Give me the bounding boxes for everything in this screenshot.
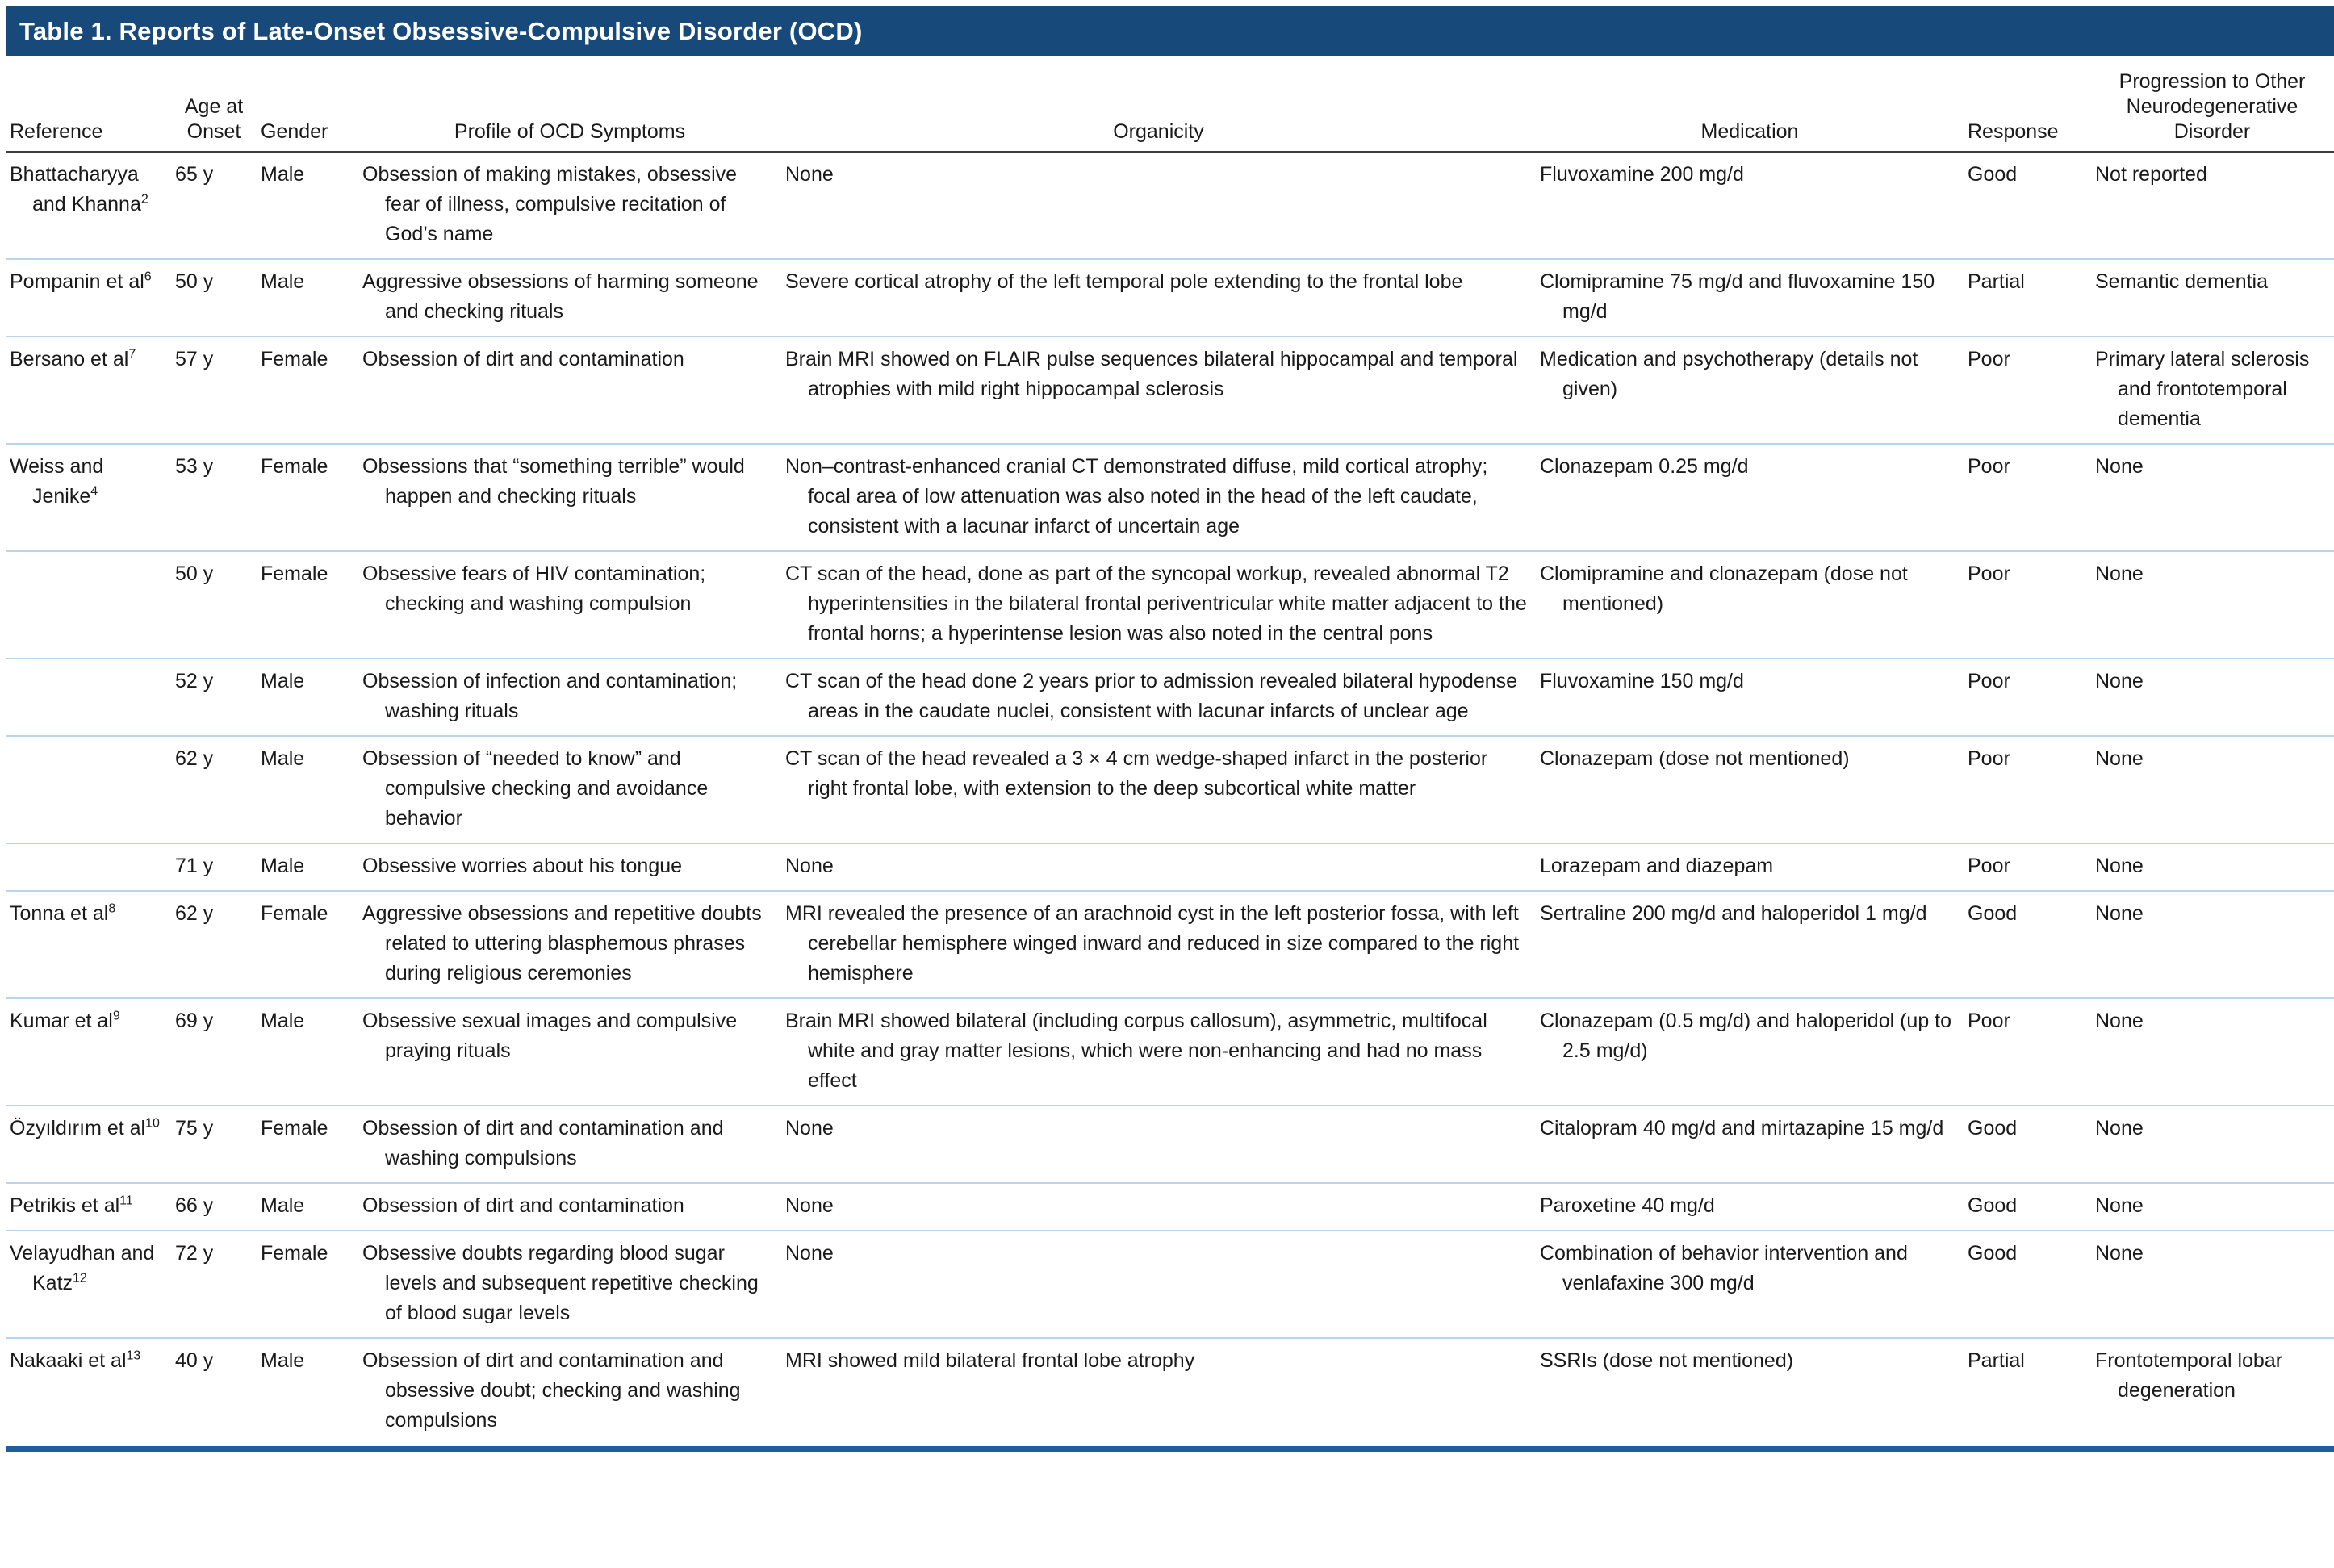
cell-medication [1537,1183,1964,1231]
cell-age [172,1183,257,1231]
cell-symptoms [359,1183,782,1231]
progression-text: None [2095,1117,2144,1139]
progression-text: Semantic dementia [2095,270,2269,293]
organicity-text: None [785,1117,834,1139]
medication-text: Clomipramine and clonazepam (dose not mentioned) [1540,562,1908,615]
cell-reference [6,259,172,337]
cell-medication [1537,891,1964,998]
cell-gender [257,659,359,736]
column-header-label: Organicity [1113,120,1204,143]
organicity-text: Brain MRI showed bilateral (including corpus callosum), asymmetric, multifocal white and gray matter lesions, which were non-enhancing and had no mass effect [785,1010,1487,1092]
table-row [6,998,2334,1106]
cell-symptoms [359,998,782,1106]
gender-text: Female [261,562,328,585]
cell-age [172,551,257,659]
cell-reference [6,551,172,659]
cell-progression [2092,659,2334,736]
cell-age [172,1338,257,1445]
cell-progression [2092,1231,2334,1338]
response-text: Poor [1968,455,2010,478]
cell-gender [257,551,359,659]
response-text: Good [1968,163,2018,186]
table-header [6,58,2334,152]
cell-organicity [782,259,1537,337]
medication-text: Clonazepam (dose not mentioned) [1540,747,1850,770]
reference-text: Bhattacharyya and Khanna [10,163,141,215]
cell-gender [257,736,359,843]
cell-gender [257,444,359,551]
symptoms-text: Obsession of infection and contamination; washing rituals [362,670,738,722]
cell-medication [1537,444,1964,551]
cell-reference [6,1231,172,1338]
symptoms-text: Obsession of “needed to know” and compulsive checking and avoidance behavior [362,747,709,830]
reference-citation-number: 2 [140,192,148,207]
cell-symptoms [359,1231,782,1338]
cell-gender [257,152,359,259]
cell-reference [6,1106,172,1183]
age-text: 65 y [175,163,214,186]
column-header-progression [2092,58,2334,152]
cell-progression [2092,1183,2334,1231]
column-header-age [172,58,257,152]
cell-progression [2092,337,2334,444]
reference-citation-number: 4 [90,484,98,499]
cell-organicity [782,444,1537,551]
table-row [6,1338,2334,1445]
symptoms-text: Aggressive obsessions of harming someone and checking rituals [362,270,759,323]
cell-response [1964,659,2092,736]
organicity-text: CT scan of the head done 2 years prior to admission revealed bilateral hypodense areas in the caudate nuclei, consistent with lacunar infarcts of unclear age [785,670,1518,722]
organicity-text: Severe cortical atrophy of the left temporal pole extending to the frontal lobe [785,270,1463,293]
table-bottom-rule [6,1446,2334,1452]
cell-symptoms [359,1338,782,1445]
cell-medication [1537,152,1964,259]
cell-response [1964,1183,2092,1231]
reference-citation-number: 12 [73,1271,87,1286]
response-text: Poor [1968,1010,2010,1032]
age-text: 71 y [175,855,214,877]
reference-text: Pompanin et al [10,270,144,293]
cell-organicity [782,1183,1537,1231]
cell-age [172,659,257,736]
table-row [6,843,2334,891]
cell-reference [6,152,172,259]
table-row [6,1231,2334,1338]
organicity-text: None [785,163,834,186]
reference-text: Weiss and Jenike [10,455,104,508]
progression-text: Frontotemporal lobar degeneration [2095,1349,2283,1402]
cell-medication [1537,1338,1964,1445]
age-text: 40 y [175,1349,214,1372]
cell-symptoms [359,551,782,659]
column-header-label: Response [1968,120,2059,143]
cell-reference [6,843,172,891]
reference-text: Bersano et al [10,348,129,370]
cell-symptoms [359,891,782,998]
column-header-label: Medication [1700,120,1799,143]
cell-reference [6,337,172,444]
reference-citation-number: 10 [145,1116,160,1131]
table-row [6,659,2334,736]
reference-wrap [10,160,164,220]
cell-reference [6,1183,172,1231]
reference-citation-number: 8 [108,901,116,916]
cell-reference [6,1338,172,1445]
progression-text: Primary lateral sclerosis and frontotemporal dementia [2095,348,2310,430]
age-text: 62 y [175,902,214,925]
response-text: Poor [1968,747,2010,770]
table-row [6,1106,2334,1183]
cell-symptoms [359,259,782,337]
progression-text: None [2095,747,2144,770]
reference-text: Nakaaki et al [10,1349,127,1372]
cell-medication [1537,1231,1964,1338]
cell-medication [1537,259,1964,337]
response-text: Poor [1968,562,2010,585]
reference-citation-number: 6 [144,270,152,284]
age-text: 52 y [175,670,214,692]
column-header-medication [1537,58,1964,152]
table-row [6,736,2334,843]
table-row [6,1183,2334,1231]
reference-text: Petrikis et al [10,1194,120,1217]
age-text: 69 y [175,1010,214,1032]
cell-medication [1537,736,1964,843]
cell-progression [2092,1338,2334,1445]
cell-gender [257,1106,359,1183]
medication-text: Medication and psychotherapy (details not given) [1540,348,1918,400]
cell-age [172,259,257,337]
gender-text: Male [261,1194,305,1217]
age-text: 75 y [175,1117,214,1139]
cell-response [1964,891,2092,998]
column-header-gender [257,58,359,152]
table-body [6,152,2334,1445]
cell-progression [2092,891,2334,998]
reference-text: Özyıldırım et al [10,1117,146,1139]
cell-age [172,152,257,259]
age-text: 50 y [175,270,214,293]
cell-organicity [782,1106,1537,1183]
reference-wrap [10,1114,164,1144]
medication-text: Combination of behavior intervention and venlafaxine 300 mg/d [1540,1242,1908,1294]
cell-response [1964,1338,2092,1445]
reference-wrap [10,1006,164,1036]
age-text: 50 y [175,562,214,585]
reference-wrap [10,267,164,297]
cell-gender [257,843,359,891]
cell-gender [257,998,359,1106]
table-title-bar [6,6,2334,56]
symptoms-text: Obsessions that “something terrible” would happen and checking rituals [362,455,745,508]
cell-medication [1537,1106,1964,1183]
medication-text: Lorazepam and diazepam [1540,855,1774,877]
cell-medication [1537,551,1964,659]
progression-text: None [2095,902,2144,925]
organicity-text: Non–contrast-enhanced cranial CT demonstrated diffuse, mild cortical atrophy; focal area of low attenuation was also noted in the head of the left caudate, consistent with a lacunar infarct of uncertain age [785,455,1488,537]
cell-organicity [782,152,1537,259]
cell-progression [2092,152,2334,259]
reference-wrap [10,1239,164,1298]
reference-citation-number: 11 [119,1194,133,1208]
cell-symptoms [359,736,782,843]
medication-text: Fluvoxamine 150 mg/d [1540,670,1744,692]
column-header-label: Profile of OCD Symptoms [454,120,686,143]
cell-progression [2092,736,2334,843]
column-header-label: Age at Onset [184,95,244,143]
cell-organicity [782,736,1537,843]
gender-text: Male [261,855,305,877]
column-header-symptoms [359,58,782,152]
reference-citation-number: 9 [112,1009,120,1023]
reference-wrap [10,345,164,374]
response-text: Good [1968,1194,2018,1217]
cell-organicity [782,659,1537,736]
cell-gender [257,1231,359,1338]
organicity-text: MRI showed mild bilateral frontal lobe atrophy [785,1349,1195,1372]
medication-text: Fluvoxamine 200 mg/d [1540,163,1744,186]
gender-text: Female [261,902,328,925]
cell-organicity [782,1231,1537,1338]
cell-gender [257,337,359,444]
progression-text: Not reported [2095,163,2207,186]
reference-citation-number: 7 [128,347,136,362]
reference-text: Velayudhan and Katz [10,1242,155,1294]
progression-text: None [2095,455,2144,478]
cell-medication [1537,337,1964,444]
cell-symptoms [359,843,782,891]
cell-reference [6,659,172,736]
symptoms-text: Aggressive obsessions and repetitive doubts related to uttering blasphemous phrases during religious ceremonies [362,902,762,985]
table-row [6,259,2334,337]
cell-progression [2092,1106,2334,1183]
cell-reference [6,736,172,843]
medication-text: Citalopram 40 mg/d and mirtazapine 15 mg/d [1540,1117,1944,1139]
symptoms-text: Obsession of dirt and contamination and obsessive doubt; checking and washing compulsions [362,1349,741,1432]
response-text: Poor [1968,670,2010,692]
response-text: Good [1968,902,2018,925]
gender-text: Male [261,270,305,293]
organicity-text: None [785,1194,834,1217]
header-row [6,58,2334,152]
cell-response [1964,444,2092,551]
age-text: 72 y [175,1242,214,1265]
cell-progression [2092,551,2334,659]
symptoms-text: Obsession of dirt and contamination [362,348,684,370]
cell-organicity [782,998,1537,1106]
reference-citation-number: 13 [126,1348,141,1363]
reference-wrap [10,1191,164,1221]
gender-text: Female [261,455,328,478]
medication-text: Sertraline 200 mg/d and haloperidol 1 mg/d [1540,902,1927,925]
table-row [6,551,2334,659]
cell-response [1964,998,2092,1106]
age-text: 66 y [175,1194,214,1217]
organicity-text: CT scan of the head, done as part of the syncopal workup, revealed abnormal T2 hyperintensities in the bilateral frontal periventricular white matter adjacent to the frontal horns; a hyperintense lesion was also noted in the central pons [785,562,1527,645]
cell-response [1964,259,2092,337]
organicity-text: None [785,855,834,877]
medication-text: SSRIs (dose not mentioned) [1540,1349,1794,1372]
cell-medication [1537,659,1964,736]
cell-organicity [782,1338,1537,1445]
organicity-text: None [785,1242,834,1265]
response-text: Good [1968,1117,2018,1139]
gender-text: Male [261,163,305,186]
table-row [6,152,2334,259]
cell-age [172,1106,257,1183]
medication-text: Clonazepam 0.25 mg/d [1540,455,1749,478]
gender-text: Male [261,670,305,692]
table-title: Table 1. Reports of Late-Onset Obsessive-Compulsive Disorder (OCD) [19,17,863,45]
symptoms-text: Obsessive worries about his tongue [362,855,683,877]
medication-text: Clonazepam (0.5 mg/d) and haloperidol (up to 2.5 mg/d) [1540,1010,1952,1062]
cell-age [172,444,257,551]
progression-text: None [2095,1194,2144,1217]
cell-organicity [782,843,1537,891]
gender-text: Female [261,1117,328,1139]
ocd-reports-table [6,58,2334,1445]
cell-age [172,843,257,891]
medication-text: Clomipramine 75 mg/d and fluvoxamine 150 mg/d [1540,270,1935,323]
medication-text: Paroxetine 40 mg/d [1540,1194,1715,1217]
symptoms-text: Obsessive fears of HIV contamination; checking and washing compulsion [362,562,706,615]
response-text: Partial [1968,270,2025,293]
reference-wrap [10,1346,164,1376]
symptoms-text: Obsession of dirt and contamination and washing compulsions [362,1117,724,1169]
cell-response [1964,1231,2092,1338]
cell-symptoms [359,444,782,551]
gender-text: Male [261,1010,305,1032]
progression-text: None [2095,1242,2144,1265]
cell-symptoms [359,337,782,444]
age-text: 57 y [175,348,214,370]
column-header-reference [6,58,172,152]
cell-reference [6,998,172,1106]
cell-response [1964,843,2092,891]
cell-gender [257,1338,359,1445]
column-header-response [1964,58,2092,152]
cell-age [172,1231,257,1338]
organicity-text: MRI revealed the presence of an arachnoid cyst in the left posterior fossa, with left cerebellar hemisphere winged inward and reduced in size compared to the right hemisphere [785,902,1520,985]
cell-age [172,736,257,843]
column-header-organicity [782,58,1537,152]
cell-symptoms [359,152,782,259]
cell-progression [2092,444,2334,551]
cell-symptoms [359,659,782,736]
cell-medication [1537,843,1964,891]
symptoms-text: Obsession of making mistakes, obsessive fear of illness, compulsive recitation of God’s name [362,163,738,245]
cell-medication [1537,998,1964,1106]
cell-progression [2092,259,2334,337]
cell-response [1964,337,2092,444]
gender-text: Male [261,747,305,770]
cell-organicity [782,891,1537,998]
organicity-text: CT scan of the head revealed a 3 × 4 cm wedge-shaped infarct in the posterior right frontal lobe, with extension to the deep subcortical white matter [785,747,1488,800]
reference-wrap [10,899,164,929]
symptoms-text: Obsessive doubts regarding blood sugar levels and subsequent repetitive checking of blood sugar levels [362,1242,759,1324]
cell-age [172,998,257,1106]
progression-text: None [2095,562,2144,585]
cell-gender [257,259,359,337]
reference-text: Tonna et al [10,902,109,925]
gender-text: Female [261,1242,328,1265]
response-text: Good [1968,1242,2018,1265]
progression-text: None [2095,1010,2144,1032]
cell-reference [6,444,172,551]
table-row [6,891,2334,998]
table-row [6,444,2334,551]
symptoms-text: Obsession of dirt and contamination [362,1194,684,1217]
cell-response [1964,152,2092,259]
column-header-label: Progression to Other Neurodegenerative Disorder [2119,70,2306,143]
column-header-label: Gender [261,120,328,143]
reference-wrap [10,452,164,512]
progression-text: None [2095,670,2144,692]
cell-response [1964,736,2092,843]
symptoms-text: Obsessive sexual images and compulsive praying rituals [362,1010,738,1062]
response-text: Poor [1968,855,2010,877]
cell-organicity [782,551,1537,659]
organicity-text: Brain MRI showed on FLAIR pulse sequences bilateral hippocampal and temporal atrophies with mild right hippocampal sclerosis [785,348,1518,400]
cell-organicity [782,337,1537,444]
cell-gender [257,891,359,998]
cell-gender [257,1183,359,1231]
cell-progression [2092,998,2334,1106]
gender-text: Female [261,348,328,370]
response-text: Poor [1968,348,2010,370]
table-row [6,337,2334,444]
progression-text: None [2095,855,2144,877]
cell-response [1964,1106,2092,1183]
cell-symptoms [359,1106,782,1183]
cell-progression [2092,843,2334,891]
age-text: 53 y [175,455,214,478]
cell-response [1964,551,2092,659]
cell-reference [6,891,172,998]
cell-age [172,891,257,998]
cell-age [172,337,257,444]
response-text: Partial [1968,1349,2025,1372]
column-header-label: Reference [10,120,103,143]
age-text: 62 y [175,747,214,770]
gender-text: Male [261,1349,305,1372]
reference-text: Kumar et al [10,1010,113,1032]
